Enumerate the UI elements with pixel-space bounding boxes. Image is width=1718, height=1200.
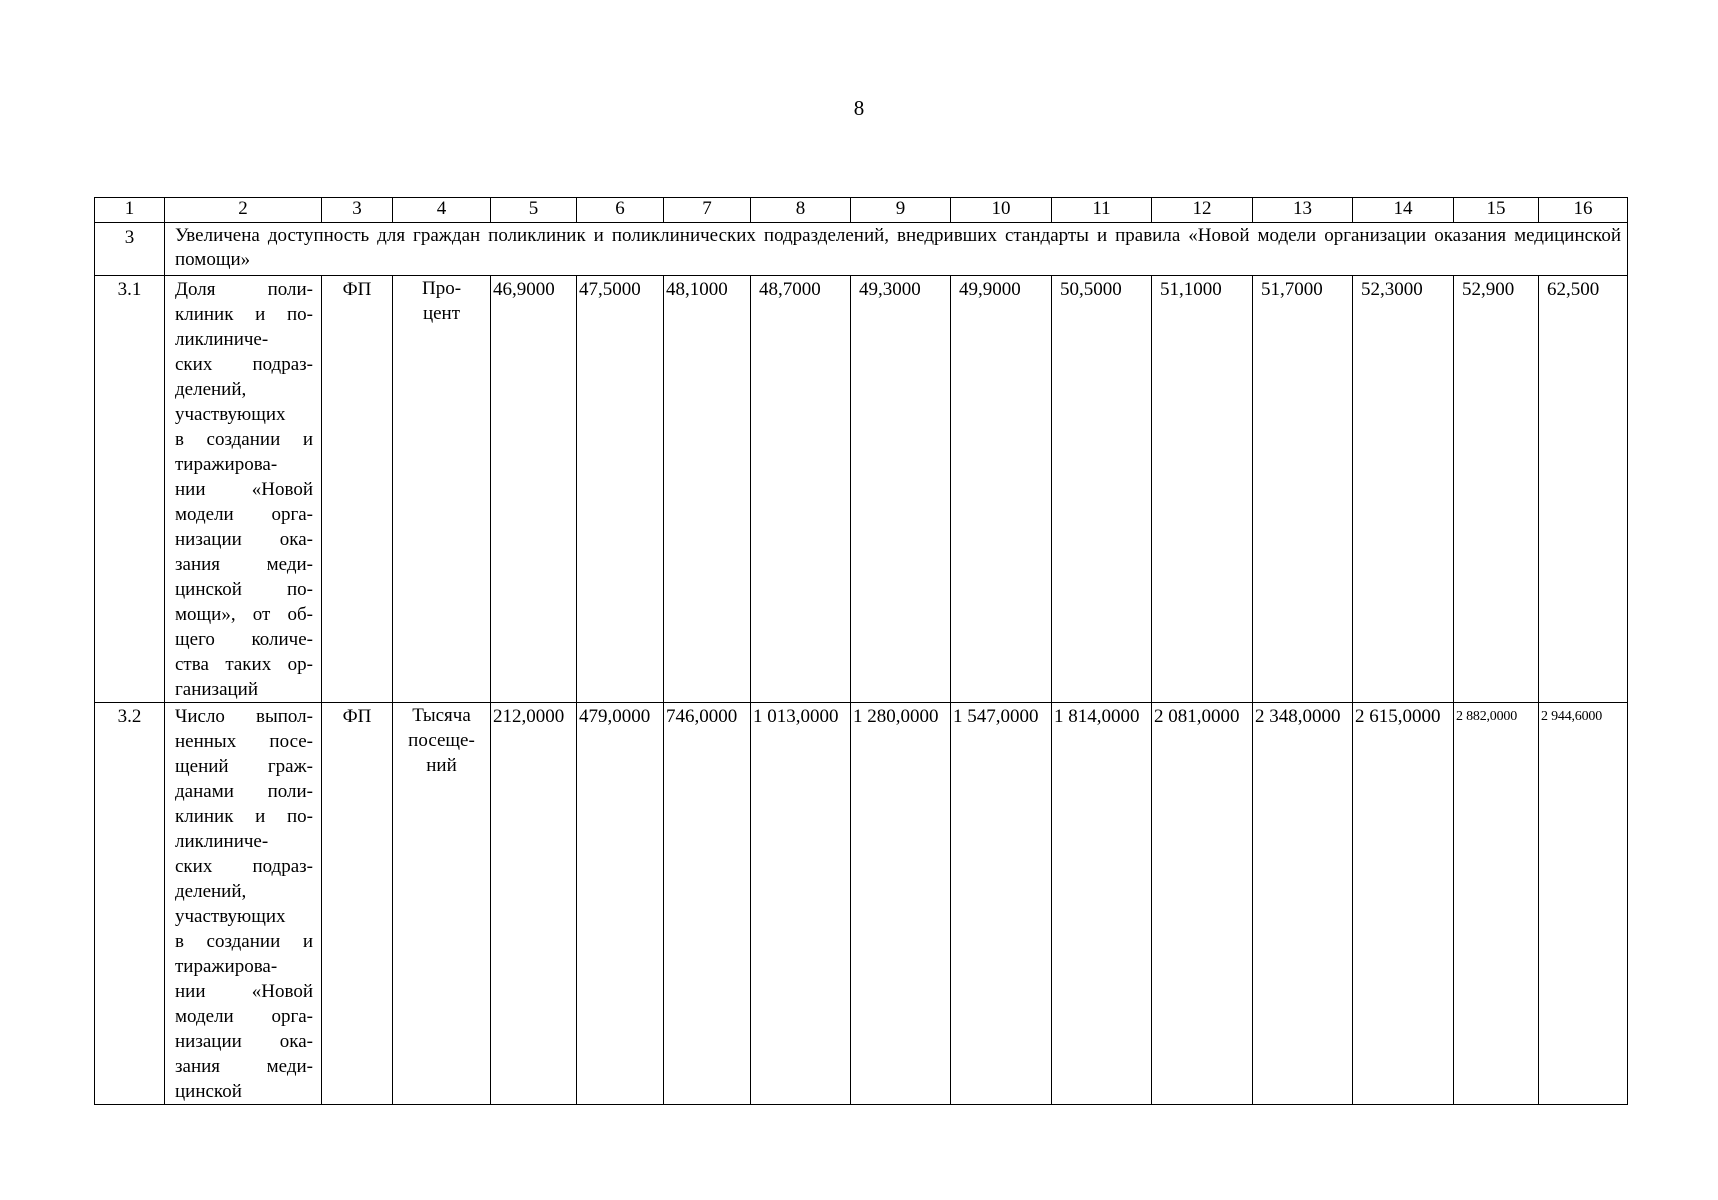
indicator-name-line: участвующих [175, 404, 286, 425]
indicator-name [165, 703, 322, 1105]
column-number: 10 [951, 198, 1052, 223]
value-cell: 50,5000 [1052, 276, 1152, 703]
indicator-name-line: клиник и по- [175, 304, 313, 325]
value-cell: 51,7000 [1253, 276, 1353, 703]
column-number: 15 [1454, 198, 1539, 223]
indicator-name-line: модели орга- [175, 504, 313, 525]
indicator-name [165, 276, 322, 703]
indicator-name-line: тиражирова- [175, 454, 278, 475]
section-number: 3 [95, 223, 165, 276]
column-number: 7 [664, 198, 751, 223]
unit-of-measure [393, 703, 491, 1105]
table-row [95, 703, 1628, 1105]
column-number: 8 [751, 198, 851, 223]
indicator-name-line: ских подраз- [175, 354, 313, 375]
value-cell: 2 348,0000 [1253, 703, 1353, 1105]
indicator-name-line: мощи», от об- [175, 604, 313, 625]
indicator-name-line: ства таких ор- [175, 654, 313, 675]
indicator-name-line: клиник и по- [175, 806, 313, 827]
column-number: 6 [577, 198, 664, 223]
unit-line: Про- [421, 278, 462, 299]
unit-of-measure [393, 276, 491, 703]
source-code: ФП [322, 703, 393, 1105]
row-number: 3.1 [95, 276, 165, 703]
source-code: ФП [322, 276, 393, 703]
indicator-name-line: ликлиниче- [175, 329, 269, 350]
value-cell: 1 013,0000 [751, 703, 851, 1105]
value-cell: 48,7000 [751, 276, 851, 703]
indicator-name-line: в создании и [175, 429, 313, 450]
value-cell: 2 944,6000 [1539, 703, 1628, 1105]
indicator-name-line: зания меди- [175, 1056, 313, 1077]
indicator-name-line: нии «Новой [175, 981, 313, 1002]
indicator-table [94, 197, 1628, 1105]
indicator-name-line: в создании и [175, 931, 313, 952]
value-cell: 46,9000 [491, 276, 577, 703]
unit-line: Тысяча [412, 705, 471, 726]
value-cell: 62,500 [1539, 276, 1628, 703]
indicator-name-line: Число выпол- [175, 706, 313, 727]
value-cell: 47,5000 [577, 276, 664, 703]
column-number: 3 [322, 198, 393, 223]
value-cell: 2 882,0000 [1454, 703, 1539, 1105]
column-number: 14 [1353, 198, 1454, 223]
table-row [95, 276, 1628, 703]
indicator-name-line: ганизаций [175, 679, 259, 700]
section-title: Увеличена доступность для граждан поликлиник и поликлинических подразделений, внедривших стандарты и правила «Новой модели организации оказания медицинской помощи» [165, 223, 1628, 276]
value-cell: 479,0000 [577, 703, 664, 1105]
column-number: 5 [491, 198, 577, 223]
section-row [95, 223, 1628, 276]
column-number: 4 [393, 198, 491, 223]
indicator-name-line: ненных посе- [175, 731, 313, 752]
column-number: 1 [95, 198, 165, 223]
indicator-name-line: цинской по- [175, 579, 313, 600]
unit-line: цент [422, 303, 461, 324]
indicator-name-line: Доля поли- [175, 279, 313, 300]
value-cell: 48,1000 [664, 276, 751, 703]
indicator-name-line: низации ока- [175, 529, 313, 550]
indicator-name-line: модели орга- [175, 1006, 313, 1027]
value-cell: 1 547,0000 [951, 703, 1052, 1105]
page-number: 8 [853, 96, 865, 120]
indicator-name-line: щего количе- [175, 629, 313, 650]
indicator-name-line: участвующих [175, 906, 286, 927]
value-cell: 212,0000 [491, 703, 577, 1105]
value-cell: 1 280,0000 [851, 703, 951, 1105]
indicator-name-line: зания меди- [175, 554, 313, 575]
unit-line: ний [426, 755, 457, 776]
value-cell: 1 814,0000 [1052, 703, 1152, 1105]
column-number: 13 [1253, 198, 1353, 223]
unit-line: посеще- [408, 730, 475, 751]
indicator-name-line: данами поли- [175, 781, 313, 802]
indicator-name-line: делений, [175, 379, 247, 400]
indicator-name-line: цинской [175, 1081, 242, 1102]
value-cell: 52,3000 [1353, 276, 1454, 703]
value-cell: 52,900 [1454, 276, 1539, 703]
column-number: 11 [1052, 198, 1152, 223]
indicator-name-line: ских подраз- [175, 856, 313, 877]
value-cell: 51,1000 [1152, 276, 1253, 703]
indicator-name-line: ликлиниче- [175, 831, 269, 852]
value-cell: 2 081,0000 [1152, 703, 1253, 1105]
row-number: 3.2 [95, 703, 165, 1105]
indicator-name-line: тиражирова- [175, 956, 278, 977]
column-number-row [95, 198, 1628, 223]
value-cell: 2 615,0000 [1353, 703, 1454, 1105]
column-number: 2 [165, 198, 322, 223]
value-cell: 746,0000 [664, 703, 751, 1105]
value-cell: 49,3000 [851, 276, 951, 703]
column-number: 12 [1152, 198, 1253, 223]
value-cell: 49,9000 [951, 276, 1052, 703]
indicator-name-line: низации ока- [175, 1031, 313, 1052]
column-number: 9 [851, 198, 951, 223]
column-number: 16 [1539, 198, 1628, 223]
indicator-name-line: щений граж- [175, 756, 313, 777]
indicator-name-line: нии «Новой [175, 479, 313, 500]
indicator-name-line: делений, [175, 881, 247, 902]
